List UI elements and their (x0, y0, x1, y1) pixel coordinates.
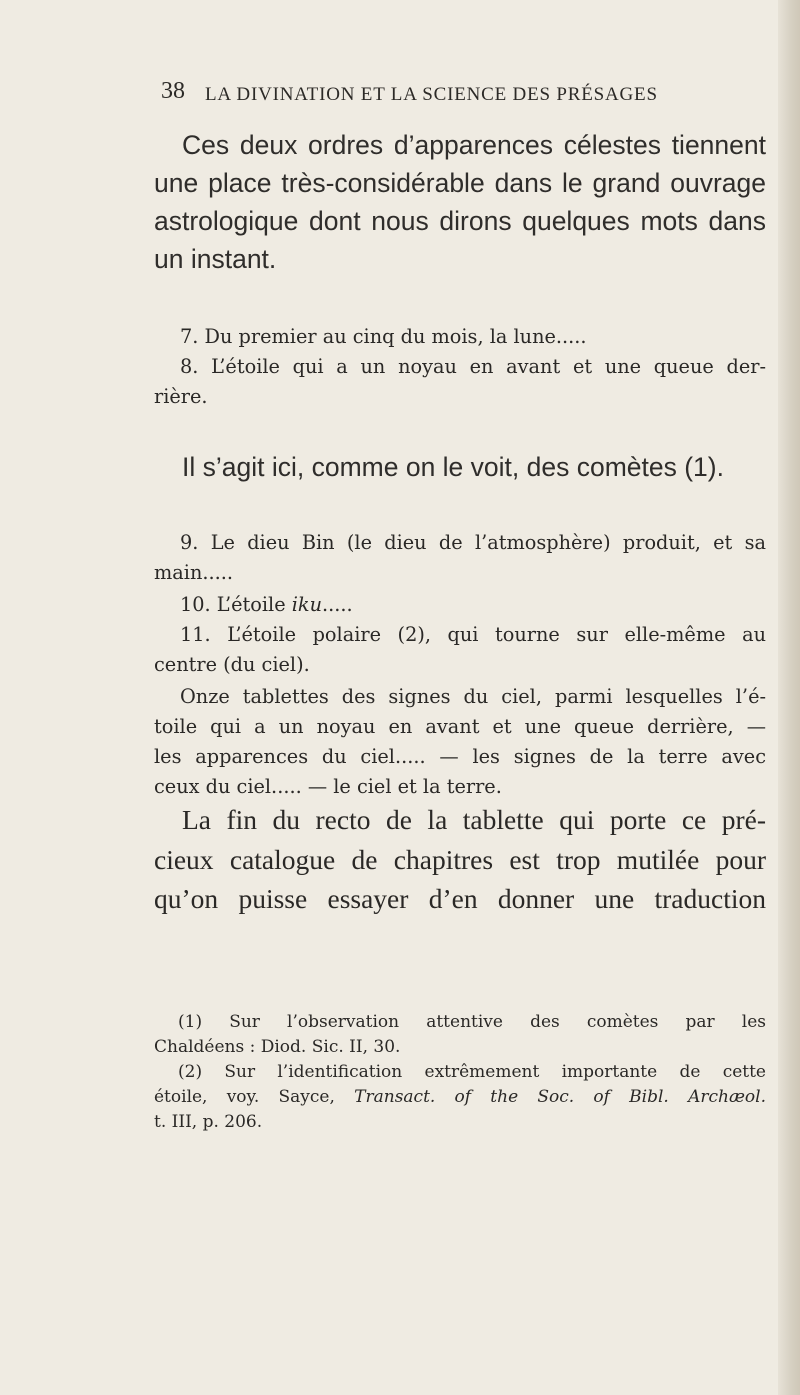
text-line: ceux du ciel..... — le ciel et la terre. (154, 775, 502, 798)
text-line: cieux catalogue de chapitres est trop mutilée pour (154, 843, 766, 875)
running-header (161, 78, 725, 106)
text-line: (2) Sur l’identification extrêmement importante de cette (178, 1062, 766, 1082)
text-line (154, 1085, 766, 1110)
text-line: une place très-considérable dans le grand ouvrage (154, 168, 766, 198)
text-line: 9. Le dieu Bin (le dieu de l’atmosphère) produit, et sa (180, 531, 766, 554)
text-line: 7. Du premier au cinq du mois, la lune..... (180, 325, 587, 348)
text-line: 11. L’étoile polaire (2), qui tourne sur elle-même au (180, 623, 766, 646)
item-8 (154, 352, 766, 412)
page-edge-shadow (778, 0, 800, 1395)
text-line: La fin du recto de la tablette qui porte ce pré- (182, 804, 766, 835)
footnote-2-italic: Transact. of the Soc. of Bibl. Archæol. (354, 1087, 766, 1107)
text-line: un instant. (154, 244, 277, 274)
paragraph-tablettes (154, 682, 766, 802)
paragraph-cometes (154, 448, 766, 486)
text-line: rière. (154, 385, 208, 408)
page-number: 38 (161, 78, 185, 104)
text-line: astrologique dont nous dirons quelques mots dans (154, 206, 766, 236)
paragraph-fin-recto (154, 800, 766, 919)
footnote-2 (154, 1060, 766, 1135)
running-title: LA DIVINATION ET LA SCIENCE DES PRÉSAGES (205, 84, 658, 105)
text-line: Chaldéens : Diod. Sic. II, 30. (154, 1037, 401, 1057)
text-line: Onze tablettes des signes du ciel, parmi lesquelles l’é- (180, 685, 766, 708)
text-line (154, 590, 766, 620)
item-9 (154, 528, 766, 588)
item-10-prefix: 10. L’étoile (180, 593, 292, 616)
footnote-1 (154, 1010, 766, 1060)
item-10-suffix: ..... (322, 593, 353, 616)
text-line: (1) Sur l’observation attentive des comètes par les (178, 1012, 766, 1032)
text-line: centre (du ciel). (154, 653, 310, 676)
text-line: toile qui a un noyau en avant et une queue derrière, — (154, 715, 766, 738)
text-line: 8. L’étoile qui a un noyau en avant et une queue der- (180, 355, 766, 378)
text-line: t. III, p. 206. (154, 1112, 263, 1132)
text-line: main..... (154, 561, 234, 584)
text-line: les apparences du ciel..... — les signes de la terre avec (154, 745, 766, 768)
item-11 (154, 620, 766, 680)
item-10 (154, 590, 766, 620)
text-line: Il s’agit ici, comme on le voit, des comètes (1). (182, 452, 724, 482)
paragraph-apparences (154, 126, 766, 278)
footnote-2-prefix: étoile, voy. Sayce, (154, 1087, 355, 1107)
item-10-italic: iku (291, 593, 323, 616)
item-7 (154, 322, 766, 352)
text-line: qu’on puisse essayer d’en donner une traduction (154, 883, 766, 914)
text-line: Ces deux ordres d’apparences célestes tiennent (182, 130, 766, 160)
